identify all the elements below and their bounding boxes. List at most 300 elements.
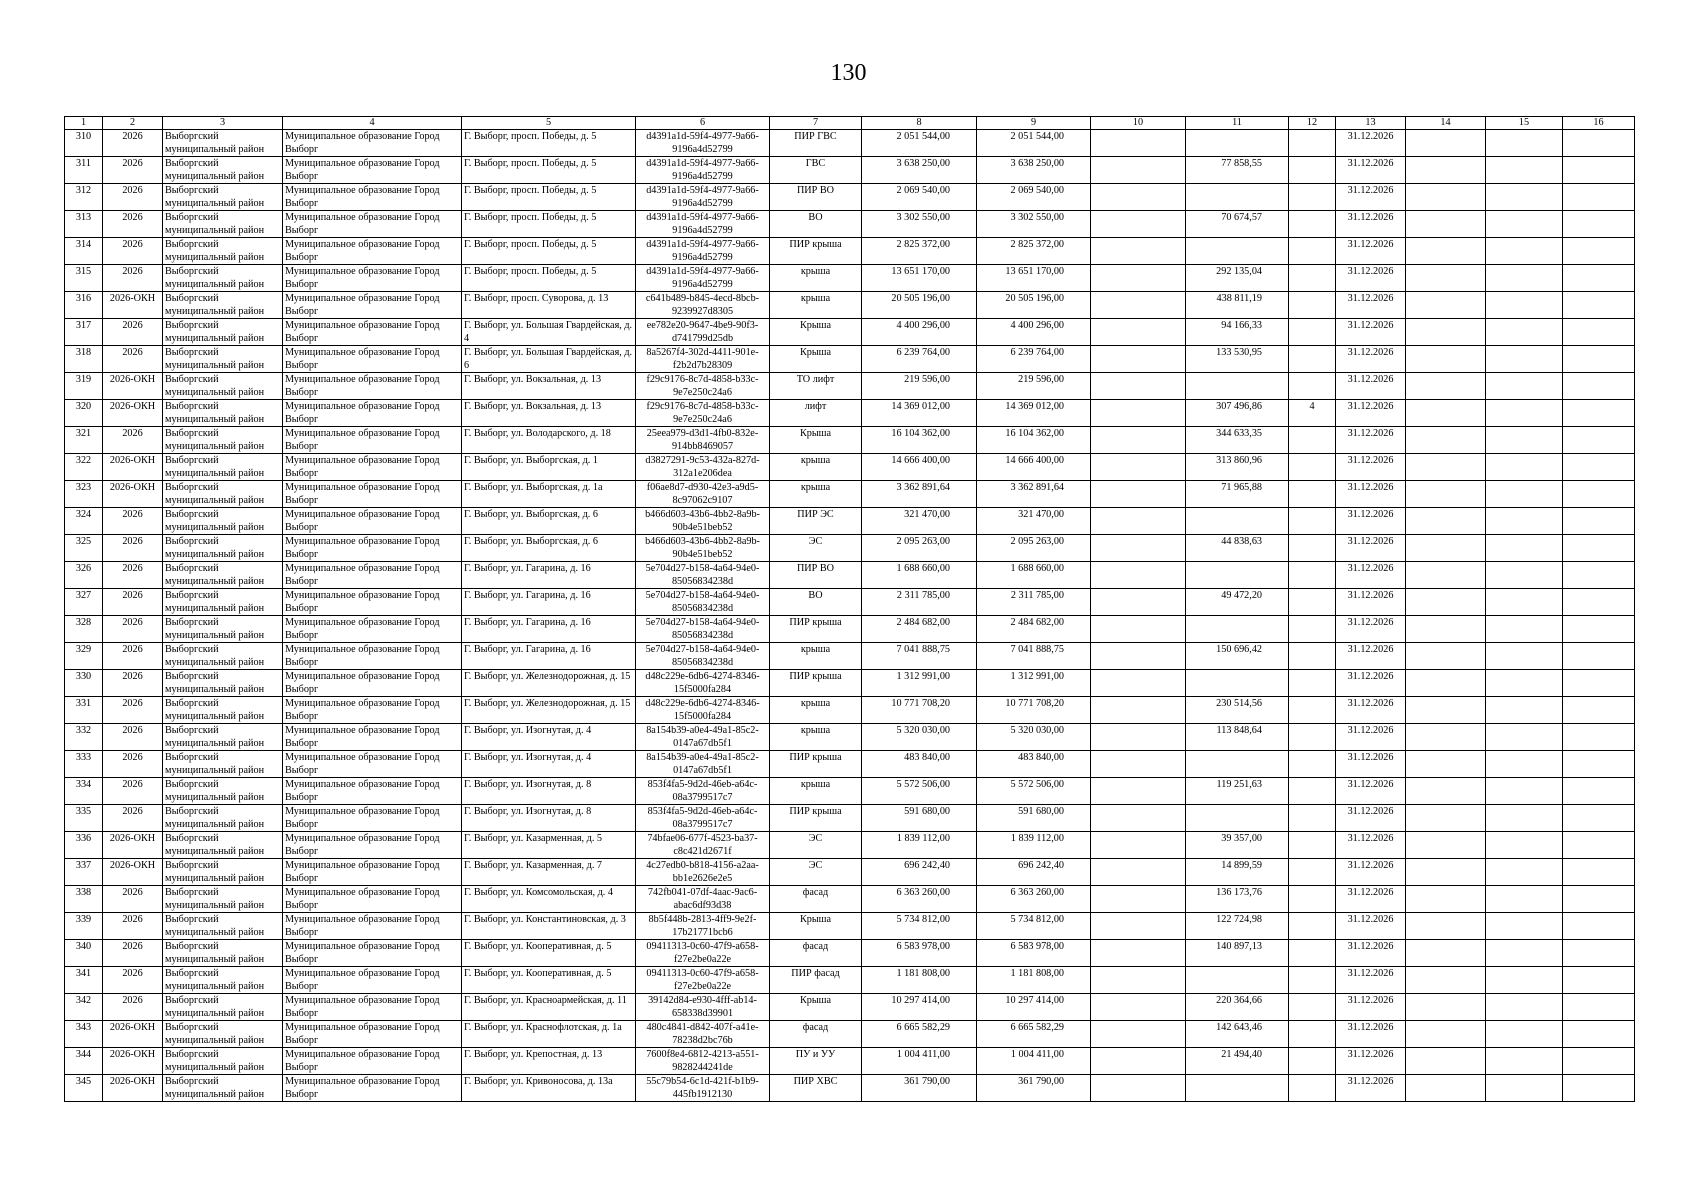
table-cell-col-11 <box>1186 373 1289 400</box>
table-cell-col-13: 31.12.2026 <box>1336 589 1406 616</box>
table-cell-col-16 <box>1563 589 1635 616</box>
table-cell-col-14 <box>1406 373 1486 400</box>
table-cell-col-4: Муниципальное образование Город Выборг <box>283 697 462 724</box>
table-cell-col-5: Г. Выборг, ул. Изогнутая, д. 8 <box>462 778 636 805</box>
table-cell-col-9: 2 069 540,00 <box>977 184 1091 211</box>
table-cell-col-1: 332 <box>65 724 103 751</box>
table-cell-col-7: ВО <box>770 211 862 238</box>
table-cell-col-16 <box>1563 373 1635 400</box>
table-cell-col-4: Муниципальное образование Город Выборг <box>283 373 462 400</box>
table-cell-col-10 <box>1091 1021 1186 1048</box>
column-header-8: 8 <box>862 117 977 130</box>
table-cell-col-8: 1 839 112,00 <box>862 832 977 859</box>
table-cell-col-16 <box>1563 1075 1635 1102</box>
table-cell-col-4: Муниципальное образование Город Выборг <box>283 130 462 157</box>
table-cell-col-12 <box>1289 697 1336 724</box>
data-table <box>64 116 1635 1102</box>
table-cell-col-6: 39142d84-e930-4fff-ab14-658338d39901 <box>636 994 770 1021</box>
table-cell-col-11: 71 965,88 <box>1186 481 1289 508</box>
table-cell-col-10 <box>1091 751 1186 778</box>
table-cell-col-9: 3 638 250,00 <box>977 157 1091 184</box>
table-cell-col-7: ПИР ГВС <box>770 130 862 157</box>
table-cell-col-3: Выборгский муниципальный район <box>163 238 283 265</box>
table-cell-col-7: ТО лифт <box>770 373 862 400</box>
table-row <box>65 562 1635 589</box>
table-cell-col-15 <box>1486 319 1563 346</box>
table-cell-col-16 <box>1563 184 1635 211</box>
table-row <box>65 427 1635 454</box>
table-cell-col-7: крыша <box>770 643 862 670</box>
table-cell-col-5: Г. Выборг, ул. Изогнутая, д. 4 <box>462 724 636 751</box>
table-cell-col-6: 8a5267f4-302d-4411-901e-f2b2d7b28309 <box>636 346 770 373</box>
table-cell-col-6: 74bfae06-677f-4523-ba37-c8c421d2671f <box>636 832 770 859</box>
table-cell-col-7: Крыша <box>770 913 862 940</box>
table-cell-col-4: Муниципальное образование Город Выборг <box>283 427 462 454</box>
table-cell-col-12 <box>1289 589 1336 616</box>
table-cell-col-14 <box>1406 238 1486 265</box>
table-cell-col-15 <box>1486 238 1563 265</box>
table-cell-col-5: Г. Выборг, просп. Победы, д. 5 <box>462 184 636 211</box>
table-cell-col-6: 5e704d27-b158-4a64-94e0-85056834238d <box>636 643 770 670</box>
table-cell-col-13: 31.12.2026 <box>1336 1075 1406 1102</box>
table-cell-col-16 <box>1563 697 1635 724</box>
table-cell-col-9: 5 734 812,00 <box>977 913 1091 940</box>
table-cell-col-7: крыша <box>770 778 862 805</box>
table-cell-col-8: 10 771 708,20 <box>862 697 977 724</box>
table-cell-col-3: Выборгский муниципальный район <box>163 1021 283 1048</box>
table-cell-col-13: 31.12.2026 <box>1336 832 1406 859</box>
table-cell-col-13: 31.12.2026 <box>1336 238 1406 265</box>
table-row <box>65 292 1635 319</box>
table-cell-col-12 <box>1289 886 1336 913</box>
header-row <box>65 117 1635 130</box>
table-cell-col-14 <box>1406 319 1486 346</box>
table-cell-col-16 <box>1563 886 1635 913</box>
table-cell-col-5: Г. Выборг, ул. Выборгская, д. 6 <box>462 508 636 535</box>
table-cell-col-6: f06ae8d7-d930-42e3-a9d5-8c97062c9107 <box>636 481 770 508</box>
table-cell-col-15 <box>1486 643 1563 670</box>
table-row <box>65 805 1635 832</box>
table-cell-col-13: 31.12.2026 <box>1336 346 1406 373</box>
table-cell-col-6: d4391a1d-59f4-4977-9a66-9196a4d52799 <box>636 238 770 265</box>
table-cell-col-9: 219 596,00 <box>977 373 1091 400</box>
table-row <box>65 994 1635 1021</box>
table-cell-col-4: Муниципальное образование Город Выборг <box>283 481 462 508</box>
table-cell-col-1: 314 <box>65 238 103 265</box>
table-cell-col-6: d4391a1d-59f4-4977-9a66-9196a4d52799 <box>636 157 770 184</box>
table-cell-col-1: 313 <box>65 211 103 238</box>
table-cell-col-1: 331 <box>65 697 103 724</box>
table-cell-col-2: 2026 <box>103 535 163 562</box>
table-cell-col-13: 31.12.2026 <box>1336 643 1406 670</box>
table-cell-col-7: ЭС <box>770 859 862 886</box>
table-cell-col-7: фасад <box>770 940 862 967</box>
table-cell-col-7: ПИР крыша <box>770 670 862 697</box>
table-cell-col-12 <box>1289 481 1336 508</box>
table-cell-col-2: 2026 <box>103 265 163 292</box>
table-cell-col-13: 31.12.2026 <box>1336 778 1406 805</box>
table-cell-col-10 <box>1091 373 1186 400</box>
table-cell-col-14 <box>1406 508 1486 535</box>
table-cell-col-5: Г. Выборг, просп. Победы, д. 5 <box>462 130 636 157</box>
table-cell-col-6: d4391a1d-59f4-4977-9a66-9196a4d52799 <box>636 211 770 238</box>
table-cell-col-16 <box>1563 400 1635 427</box>
table-cell-col-13: 31.12.2026 <box>1336 211 1406 238</box>
table-cell-col-11: 140 897,13 <box>1186 940 1289 967</box>
table-cell-col-15 <box>1486 832 1563 859</box>
table-cell-col-15 <box>1486 616 1563 643</box>
table-cell-col-6: 480c4841-d842-407f-a41e-78238d2bc76b <box>636 1021 770 1048</box>
table-cell-col-3: Выборгский муниципальный район <box>163 373 283 400</box>
table-cell-col-5: Г. Выборг, ул. Гагарина, д. 16 <box>462 643 636 670</box>
table-cell-col-8: 6 665 582,29 <box>862 1021 977 1048</box>
table-cell-col-6: b466d603-43b6-4bb2-8a9b-90b4e51beb52 <box>636 508 770 535</box>
table-cell-col-15 <box>1486 211 1563 238</box>
table-cell-col-12 <box>1289 157 1336 184</box>
table-cell-col-16 <box>1563 832 1635 859</box>
table-row <box>65 832 1635 859</box>
table-row <box>65 400 1635 427</box>
table-cell-col-10 <box>1091 562 1186 589</box>
table-cell-col-4: Муниципальное образование Город Выборг <box>283 562 462 589</box>
table-row <box>65 454 1635 481</box>
table-cell-col-5: Г. Выборг, ул. Кооперативная, д. 5 <box>462 940 636 967</box>
table-cell-col-9: 1 312 991,00 <box>977 670 1091 697</box>
table-cell-col-2: 2026 <box>103 994 163 1021</box>
table-cell-col-15 <box>1486 292 1563 319</box>
table-cell-col-14 <box>1406 157 1486 184</box>
table-cell-col-12: 4 <box>1289 400 1336 427</box>
table-cell-col-4: Муниципальное образование Город Выборг <box>283 265 462 292</box>
table-cell-col-12 <box>1289 346 1336 373</box>
table-cell-col-13: 31.12.2026 <box>1336 562 1406 589</box>
table-cell-col-3: Выборгский муниципальный район <box>163 616 283 643</box>
table-cell-col-10 <box>1091 778 1186 805</box>
table-cell-col-13: 31.12.2026 <box>1336 859 1406 886</box>
table-cell-col-9: 6 665 582,29 <box>977 1021 1091 1048</box>
table-cell-col-7: ПИР ВО <box>770 184 862 211</box>
table-cell-col-15 <box>1486 184 1563 211</box>
table-cell-col-2: 2026 <box>103 508 163 535</box>
table-cell-col-4: Муниципальное образование Город Выборг <box>283 1075 462 1102</box>
table-cell-col-9: 2 095 263,00 <box>977 535 1091 562</box>
table-cell-col-11: 39 357,00 <box>1186 832 1289 859</box>
table-cell-col-8: 5 572 506,00 <box>862 778 977 805</box>
table-cell-col-8: 3 638 250,00 <box>862 157 977 184</box>
table-cell-col-8: 6 239 764,00 <box>862 346 977 373</box>
table-cell-col-1: 320 <box>65 400 103 427</box>
table-cell-col-1: 345 <box>65 1075 103 1102</box>
table-cell-col-16 <box>1563 211 1635 238</box>
table-row <box>65 940 1635 967</box>
table-row <box>65 373 1635 400</box>
table-cell-col-12 <box>1289 643 1336 670</box>
table-cell-col-3: Выборгский муниципальный район <box>163 643 283 670</box>
table-cell-col-6: d3827291-9c53-432a-827d-312a1e206dea <box>636 454 770 481</box>
table-cell-col-11: 122 724,98 <box>1186 913 1289 940</box>
table-cell-col-4: Муниципальное образование Город Выборг <box>283 778 462 805</box>
table-cell-col-11: 77 858,55 <box>1186 157 1289 184</box>
page-number: 130 <box>830 60 867 86</box>
table-cell-col-13: 31.12.2026 <box>1336 697 1406 724</box>
table-cell-col-11: 70 674,57 <box>1186 211 1289 238</box>
table-cell-col-5: Г. Выборг, ул. Казарменная, д. 5 <box>462 832 636 859</box>
table-cell-col-16 <box>1563 724 1635 751</box>
table-cell-col-9: 6 363 260,00 <box>977 886 1091 913</box>
table-cell-col-14 <box>1406 535 1486 562</box>
table-row <box>65 589 1635 616</box>
table-cell-col-11 <box>1186 751 1289 778</box>
table-cell-col-16 <box>1563 562 1635 589</box>
table-cell-col-10 <box>1091 832 1186 859</box>
table-cell-col-2: 2026-ОКН <box>103 454 163 481</box>
table-cell-col-9: 5 320 030,00 <box>977 724 1091 751</box>
table-cell-col-4: Муниципальное образование Город Выборг <box>283 643 462 670</box>
table-cell-col-9: 7 041 888,75 <box>977 643 1091 670</box>
table-cell-col-16 <box>1563 157 1635 184</box>
table-cell-col-1: 342 <box>65 994 103 1021</box>
table-cell-col-3: Выборгский муниципальный район <box>163 562 283 589</box>
table-cell-col-5: Г. Выборг, ул. Изогнутая, д. 8 <box>462 805 636 832</box>
table-cell-col-2: 2026 <box>103 238 163 265</box>
table-cell-col-8: 14 666 400,00 <box>862 454 977 481</box>
table-cell-col-5: Г. Выборг, ул. Изогнутая, д. 4 <box>462 751 636 778</box>
table-cell-col-6: d4391a1d-59f4-4977-9a66-9196a4d52799 <box>636 184 770 211</box>
table-cell-col-6: 5e704d27-b158-4a64-94e0-85056834238d <box>636 562 770 589</box>
table-cell-col-12 <box>1289 967 1336 994</box>
table-cell-col-13: 31.12.2026 <box>1336 184 1406 211</box>
table-cell-col-12 <box>1289 1048 1336 1075</box>
table-cell-col-14 <box>1406 562 1486 589</box>
table-cell-col-4: Муниципальное образование Город Выборг <box>283 805 462 832</box>
table-cell-col-12 <box>1289 913 1336 940</box>
table-cell-col-12 <box>1289 1021 1336 1048</box>
table-cell-col-2: 2026 <box>103 724 163 751</box>
table-cell-col-16 <box>1563 319 1635 346</box>
table-cell-col-10 <box>1091 265 1186 292</box>
table-cell-col-7: крыша <box>770 292 862 319</box>
table-cell-col-4: Муниципальное образование Город Выборг <box>283 508 462 535</box>
table-cell-col-8: 2 095 263,00 <box>862 535 977 562</box>
table-cell-col-2: 2026-ОКН <box>103 481 163 508</box>
table-cell-col-12 <box>1289 373 1336 400</box>
column-header-12: 12 <box>1289 117 1336 130</box>
table-cell-col-9: 10 771 708,20 <box>977 697 1091 724</box>
table-cell-col-14 <box>1406 670 1486 697</box>
table-cell-col-14 <box>1406 886 1486 913</box>
table-row <box>65 238 1635 265</box>
table-cell-col-2: 2026 <box>103 751 163 778</box>
table-cell-col-3: Выборгский муниципальный район <box>163 481 283 508</box>
table-cell-col-6: d48c229e-6db6-4274-8346-15f5000fa284 <box>636 670 770 697</box>
table-cell-col-10 <box>1091 427 1186 454</box>
column-header-1: 1 <box>65 117 103 130</box>
table-row <box>65 697 1635 724</box>
table-row <box>65 616 1635 643</box>
column-header-16: 16 <box>1563 117 1635 130</box>
table-cell-col-14 <box>1406 1075 1486 1102</box>
table-row <box>65 1021 1635 1048</box>
table-cell-col-9: 696 242,40 <box>977 859 1091 886</box>
table-cell-col-12 <box>1289 454 1336 481</box>
column-header-7: 7 <box>770 117 862 130</box>
table-row <box>65 130 1635 157</box>
table-cell-col-14 <box>1406 589 1486 616</box>
table-cell-col-3: Выборгский муниципальный район <box>163 130 283 157</box>
table-row <box>65 1075 1635 1102</box>
table-row <box>65 724 1635 751</box>
table-cell-col-12 <box>1289 562 1336 589</box>
table-cell-col-16 <box>1563 859 1635 886</box>
table-cell-col-11: 150 696,42 <box>1186 643 1289 670</box>
table-cell-col-4: Муниципальное образование Город Выборг <box>283 535 462 562</box>
table-cell-col-13: 31.12.2026 <box>1336 967 1406 994</box>
table-cell-col-6: ee782e20-9647-4be9-90f3-d741799d25db <box>636 319 770 346</box>
table-cell-col-5: Г. Выборг, ул. Казарменная, д. 7 <box>462 859 636 886</box>
table-cell-col-2: 2026 <box>103 346 163 373</box>
table-cell-col-7: ПИР крыша <box>770 805 862 832</box>
table-cell-col-13: 31.12.2026 <box>1336 400 1406 427</box>
column-header-15: 15 <box>1486 117 1563 130</box>
table-cell-col-16 <box>1563 670 1635 697</box>
table-cell-col-1: 310 <box>65 130 103 157</box>
table-cell-col-13: 31.12.2026 <box>1336 508 1406 535</box>
table-cell-col-11: 119 251,63 <box>1186 778 1289 805</box>
table-cell-col-3: Выборгский муниципальный район <box>163 427 283 454</box>
table-cell-col-1: 333 <box>65 751 103 778</box>
table-cell-col-13: 31.12.2026 <box>1336 805 1406 832</box>
table-cell-col-16 <box>1563 1021 1635 1048</box>
table-row <box>65 859 1635 886</box>
table-cell-col-13: 31.12.2026 <box>1336 130 1406 157</box>
table-cell-col-10 <box>1091 994 1186 1021</box>
table-cell-col-10 <box>1091 481 1186 508</box>
table-cell-col-7: ПИР крыша <box>770 751 862 778</box>
table-cell-col-9: 4 400 296,00 <box>977 319 1091 346</box>
table-cell-col-11: 44 838,63 <box>1186 535 1289 562</box>
table-cell-col-9: 1 004 411,00 <box>977 1048 1091 1075</box>
table-cell-col-16 <box>1563 427 1635 454</box>
table-cell-col-1: 329 <box>65 643 103 670</box>
table-cell-col-1: 312 <box>65 184 103 211</box>
table-cell-col-13: 31.12.2026 <box>1336 373 1406 400</box>
table-cell-col-6: 8b5f448b-2813-4ff9-9e2f-17b21771bcb6 <box>636 913 770 940</box>
table-cell-col-10 <box>1091 346 1186 373</box>
table-cell-col-7: ПИР крыша <box>770 238 862 265</box>
table-cell-col-5: Г. Выборг, ул. Вокзальная, д. 13 <box>462 373 636 400</box>
table-cell-col-7: Крыша <box>770 994 862 1021</box>
table-cell-col-4: Муниципальное образование Город Выборг <box>283 913 462 940</box>
table-cell-col-1: 341 <box>65 967 103 994</box>
table-cell-col-6: b466d603-43b6-4bb2-8a9b-90b4e51beb52 <box>636 535 770 562</box>
table-cell-col-8: 4 400 296,00 <box>862 319 977 346</box>
table-cell-col-9: 3 302 550,00 <box>977 211 1091 238</box>
table-cell-col-13: 31.12.2026 <box>1336 940 1406 967</box>
table-cell-col-11: 344 633,35 <box>1186 427 1289 454</box>
table-row <box>65 967 1635 994</box>
table-cell-col-2: 2026 <box>103 427 163 454</box>
table-cell-col-15 <box>1486 535 1563 562</box>
table-cell-col-10 <box>1091 670 1186 697</box>
table-cell-col-10 <box>1091 724 1186 751</box>
column-header-10: 10 <box>1091 117 1186 130</box>
table-row <box>65 751 1635 778</box>
table-cell-col-5: Г. Выборг, ул. Комсомольская, д. 4 <box>462 886 636 913</box>
table-cell-col-16 <box>1563 643 1635 670</box>
table-cell-col-12 <box>1289 778 1336 805</box>
table-cell-col-8: 321 470,00 <box>862 508 977 535</box>
table-cell-col-1: 317 <box>65 319 103 346</box>
table-cell-col-5: Г. Выборг, ул. Большая Гвардейская, д. 4 <box>462 319 636 346</box>
table-cell-col-13: 31.12.2026 <box>1336 319 1406 346</box>
table-cell-col-3: Выборгский муниципальный район <box>163 751 283 778</box>
table-cell-col-3: Выборгский муниципальный район <box>163 940 283 967</box>
table-cell-col-11 <box>1186 805 1289 832</box>
table-cell-col-4: Муниципальное образование Город Выборг <box>283 400 462 427</box>
table-cell-col-1: 327 <box>65 589 103 616</box>
table-cell-col-7: ГВС <box>770 157 862 184</box>
table-cell-col-4: Муниципальное образование Город Выборг <box>283 454 462 481</box>
table-cell-col-16 <box>1563 508 1635 535</box>
table-cell-col-8: 13 651 170,00 <box>862 265 977 292</box>
table-cell-col-10 <box>1091 940 1186 967</box>
table-cell-col-13: 31.12.2026 <box>1336 616 1406 643</box>
table-cell-col-11: 14 899,59 <box>1186 859 1289 886</box>
table-cell-col-3: Выборгский муниципальный район <box>163 832 283 859</box>
table-cell-col-7: ЭС <box>770 535 862 562</box>
table-cell-col-7: крыша <box>770 724 862 751</box>
table-cell-col-9: 16 104 362,00 <box>977 427 1091 454</box>
table-cell-col-8: 6 583 978,00 <box>862 940 977 967</box>
table-cell-col-11: 142 643,46 <box>1186 1021 1289 1048</box>
table-cell-col-6: d4391a1d-59f4-4977-9a66-9196a4d52799 <box>636 130 770 157</box>
table-cell-col-12 <box>1289 805 1336 832</box>
table-cell-col-11: 94 166,33 <box>1186 319 1289 346</box>
table-cell-col-5: Г. Выборг, ул. Гагарина, д. 16 <box>462 562 636 589</box>
table-row <box>65 886 1635 913</box>
table-cell-col-3: Выборгский муниципальный район <box>163 967 283 994</box>
table-cell-col-10 <box>1091 184 1186 211</box>
table-cell-col-9: 6 583 978,00 <box>977 940 1091 967</box>
table-cell-col-9: 2 825 372,00 <box>977 238 1091 265</box>
table-cell-col-9: 6 239 764,00 <box>977 346 1091 373</box>
table-cell-col-14 <box>1406 1021 1486 1048</box>
table-cell-col-1: 330 <box>65 670 103 697</box>
table-cell-col-8: 7 041 888,75 <box>862 643 977 670</box>
table-cell-col-5: Г. Выборг, ул. Кооперативная, д. 5 <box>462 967 636 994</box>
table-cell-col-13: 31.12.2026 <box>1336 535 1406 562</box>
table-cell-col-14 <box>1406 643 1486 670</box>
table-cell-col-16 <box>1563 292 1635 319</box>
table-cell-col-4: Муниципальное образование Город Выборг <box>283 211 462 238</box>
table-cell-col-10 <box>1091 400 1186 427</box>
table-cell-col-3: Выборгский муниципальный район <box>163 805 283 832</box>
table-cell-col-1: 325 <box>65 535 103 562</box>
table-cell-col-4: Муниципальное образование Город Выборг <box>283 994 462 1021</box>
table-cell-col-2: 2026 <box>103 616 163 643</box>
table-cell-col-6: 09411313-0c60-47f9-a658-f27e2be0a22e <box>636 940 770 967</box>
table-cell-col-14 <box>1406 292 1486 319</box>
table-cell-col-10 <box>1091 886 1186 913</box>
table-cell-col-16 <box>1563 751 1635 778</box>
table-cell-col-11: 133 530,95 <box>1186 346 1289 373</box>
table-cell-col-11: 136 173,76 <box>1186 886 1289 913</box>
table-header <box>65 117 1635 130</box>
table-cell-col-16 <box>1563 130 1635 157</box>
table-cell-col-4: Муниципальное образование Город Выборг <box>283 184 462 211</box>
table-cell-col-10 <box>1091 211 1186 238</box>
table-cell-col-15 <box>1486 913 1563 940</box>
